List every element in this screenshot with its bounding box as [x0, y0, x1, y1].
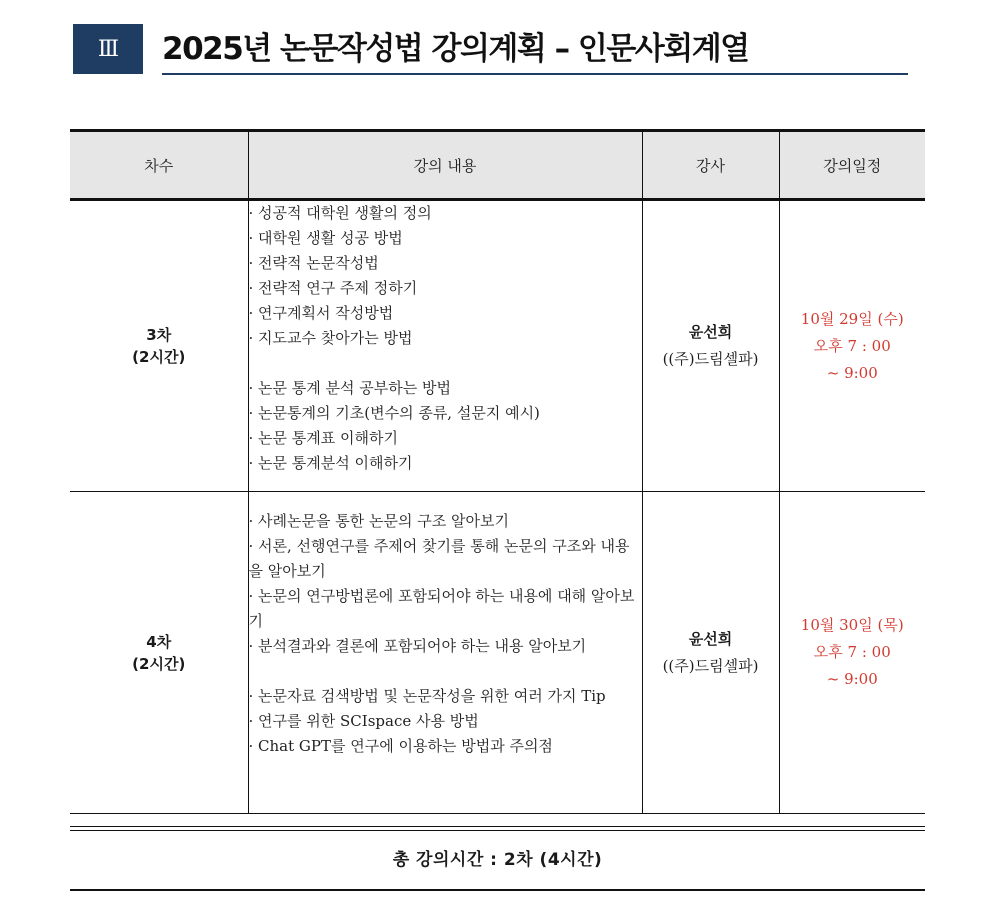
list-item: · 연구계획서 작성방법: [248, 304, 394, 322]
list-item: · 대학원 생활 성공 방법: [248, 229, 403, 247]
instructor-cell: [642, 200, 779, 492]
schedule-cell: [779, 200, 925, 492]
list-item: · Chat GPT를 연구에 이용하는 방법과 주의점: [248, 737, 553, 755]
schedule-cell: [779, 492, 925, 814]
round-label: 3차: [146, 326, 172, 344]
title-underline: [162, 73, 908, 75]
list-item: · 논문 통계표 이해하기: [248, 429, 398, 447]
list-item: · 논문 통계분석 이해하기: [248, 454, 413, 472]
list-item: · 논문자료 검색방법 및 논문작성을 위한 여러 가지 Tip: [248, 687, 606, 705]
content-cell: [248, 492, 642, 814]
list-item: · 분석결과와 결론에 포함되어야 하는 내용 알아보기: [248, 637, 587, 655]
list-item: · 성공적 대학원 생활의 정의: [248, 204, 432, 222]
schedule-date: 10월 29일 (수): [800, 309, 904, 328]
round-hours: (2시간): [132, 348, 186, 366]
instructor-organization: ((주)드림셀파): [662, 350, 759, 368]
instructor-cell: [642, 492, 779, 814]
table-header-row: [70, 131, 925, 200]
total-bottom-rule: [70, 889, 925, 891]
list-spacer: [249, 351, 642, 376]
list-item: · 논문통계의 기초(변수의 종류, 설문지 예시): [248, 404, 540, 422]
round-cell: [70, 492, 248, 814]
schedule-time: 오후 7 : 00: [813, 336, 891, 355]
content-cell: [248, 200, 642, 492]
schedule-time-end: ~ 9:00: [826, 363, 878, 382]
section-number-badge: Ⅲ: [73, 24, 143, 74]
round-hours: (2시간): [132, 654, 186, 673]
list-item: · 전략적 논문작성법: [248, 254, 379, 272]
list-spacer: [249, 659, 642, 684]
instructor-organization: ((주)드림셀파): [662, 656, 759, 675]
list-item: · 전략적 연구 주제 정하기: [248, 279, 418, 297]
column-header-content: 강의 내용: [248, 131, 642, 200]
list-item: · 지도교수 찾아가는 방법: [248, 329, 413, 347]
total-lecture-hours: 총 강의시간 : 2차 (4시간): [392, 850, 603, 870]
table-row: [70, 200, 925, 492]
list-item: · 사례논문을 통한 논문의 구조 알아보기: [248, 512, 509, 530]
round-label: 4차: [146, 632, 172, 651]
schedule-date: 10월 30일 (목): [800, 616, 904, 634]
lecture-plan-table: [70, 129, 925, 814]
list-item: · 서론, 선행연구를 주제어 찾기를 통해 논문의 구조와 내용을 알아보기: [248, 537, 630, 580]
schedule-time-end: ~ 9:00: [826, 670, 878, 688]
page-title: 2025년 논문작성법 강의계획 – 인문사회계열: [162, 31, 749, 67]
column-header-round: 차수: [70, 131, 248, 200]
list-item: · 연구를 위한 SCIspace 사용 방법: [248, 712, 479, 730]
column-header-instructor: 강사: [642, 131, 779, 200]
round-cell: [70, 200, 248, 492]
list-item: · 논문 통계 분석 공부하는 방법: [248, 379, 451, 397]
list-item: · 논문의 연구방법론에 포함되어야 하는 내용에 대해 알아보기: [248, 587, 635, 630]
instructor-name: 윤선희: [688, 323, 733, 341]
schedule-time: 오후 7 : 00: [813, 643, 891, 661]
column-header-schedule: 강의일정: [779, 131, 925, 200]
table-row: [70, 492, 925, 814]
instructor-name: 윤선희: [688, 629, 733, 648]
